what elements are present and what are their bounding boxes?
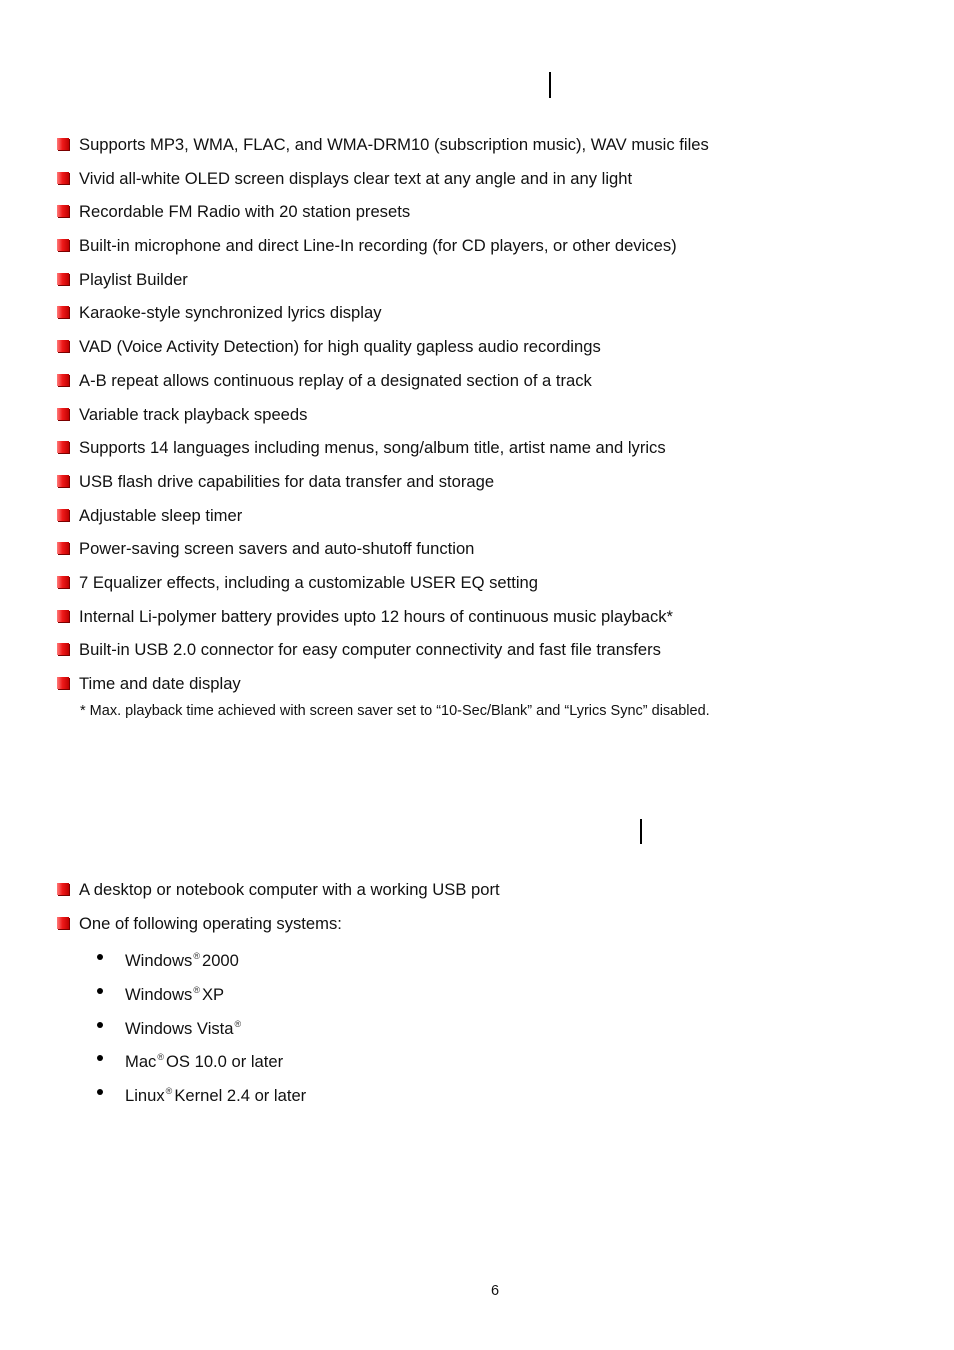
red-square-bullet-icon (57, 138, 69, 150)
list-item (57, 566, 937, 600)
red-square-bullet-icon (57, 643, 69, 655)
list-item (95, 974, 306, 1008)
registered-mark: ® (193, 984, 200, 995)
os-name: Windows Vista (125, 1018, 234, 1038)
feature-text: Karaoke-style synchronized lyrics display (79, 303, 382, 323)
requirements-list (57, 873, 937, 940)
red-square-bullet-icon (57, 917, 69, 929)
red-square-bullet-icon (57, 441, 69, 453)
list-item (57, 263, 937, 297)
feature-text: Power-saving screen savers and auto-shutoff function (79, 539, 475, 559)
red-square-bullet-icon (57, 576, 69, 588)
page-number: 6 (490, 1283, 500, 1299)
os-name: Windows (125, 951, 193, 970)
registered-mark: ® (234, 1018, 242, 1029)
round-bullet-icon (97, 1055, 103, 1061)
list-item (95, 1075, 306, 1109)
list-item (57, 296, 937, 330)
os-name: Windows (125, 984, 193, 1004)
feature-text: 7 Equalizer effects, including a customizable USER EQ setting (79, 572, 539, 592)
feature-text: Internal Li-polymer battery provides upto 12 hours of continuous music playback* (79, 606, 674, 626)
os-version: 2000 (201, 951, 239, 970)
list-item (57, 633, 937, 667)
feature-text: Adjustable sleep timer (79, 505, 243, 525)
list-item (95, 940, 306, 974)
feature-text: Supports 14 languages including menus, song/album title, artist name and lyrics (79, 438, 666, 458)
feature-text: A-B repeat allows continuous replay of a designated section of a track (79, 370, 592, 390)
list-item (95, 1041, 306, 1075)
registered-mark: ® (193, 951, 200, 961)
red-square-bullet-icon (57, 306, 69, 318)
list-item (57, 532, 937, 566)
list-item (57, 667, 937, 701)
list-item (57, 465, 937, 499)
red-square-bullet-icon (57, 273, 69, 285)
red-square-bullet-icon (57, 340, 69, 352)
list-item (57, 128, 937, 162)
os-version: XP (201, 984, 225, 1004)
os-name: Linux (125, 1086, 165, 1106)
red-square-bullet-icon (57, 172, 69, 184)
red-square-bullet-icon (57, 239, 69, 251)
red-square-bullet-icon (57, 408, 69, 420)
features-list (57, 128, 937, 701)
list-item (57, 398, 937, 432)
feature-text: VAD (Voice Activity Detection) for high quality gapless audio recordings (79, 337, 601, 357)
feature-text: Recordable FM Radio with 20 station presets (79, 202, 411, 222)
requirement-text: A desktop or notebook computer with a working USB port (79, 880, 500, 899)
list-item (57, 229, 937, 263)
round-bullet-icon (97, 954, 103, 960)
red-square-bullet-icon (57, 205, 69, 217)
battery-footnote: * Max. playback time achieved with screen saver set to “10-Sec/Blank” and “Lyrics Sync” disabled. (80, 703, 710, 719)
red-square-bullet-icon (57, 677, 69, 689)
list-item (57, 907, 937, 941)
list-item (57, 330, 937, 364)
list-item (57, 431, 937, 465)
round-bullet-icon (97, 988, 103, 994)
os-version: Kernel 2.4 or later (174, 1086, 307, 1106)
red-square-bullet-icon (57, 610, 69, 622)
red-square-bullet-icon (57, 542, 69, 554)
feature-text: Playlist Builder (79, 269, 188, 289)
list-item (57, 499, 937, 533)
feature-text: Supports MP3, WMA, FLAC, and WMA-DRM10 (subscription music), WAV music files (79, 135, 709, 154)
round-bullet-icon (97, 1089, 103, 1095)
list-item (57, 364, 937, 398)
list-item (57, 600, 937, 634)
list-item (57, 195, 937, 229)
red-square-bullet-icon (57, 883, 69, 895)
feature-text: Time and date display (79, 674, 241, 693)
feature-text: Vivid all-white OLED screen displays clear text at any angle and in any light (79, 168, 633, 188)
operating-systems-list (95, 940, 306, 1109)
feature-text: USB flash drive capabilities for data transfer and storage (79, 471, 495, 491)
feature-text: Built-in USB 2.0 connector for easy computer connectivity and fast file transfers (79, 640, 661, 660)
list-item (57, 162, 937, 196)
round-bullet-icon (97, 1022, 103, 1028)
heading-cursor-mark (640, 819, 642, 844)
list-item (95, 1008, 306, 1042)
red-square-bullet-icon (57, 374, 69, 386)
requirement-text: One of following operating systems: (79, 913, 342, 933)
feature-text: Variable track playback speeds (79, 404, 308, 424)
os-name: Mac (125, 1052, 157, 1072)
registered-mark: ® (165, 1086, 173, 1097)
os-version: OS 10.0 or later (166, 1052, 284, 1072)
list-item (57, 873, 937, 907)
red-square-bullet-icon (57, 509, 69, 521)
red-square-bullet-icon (57, 475, 69, 487)
registered-mark: ® (157, 1052, 164, 1063)
heading-cursor-mark (549, 72, 551, 98)
feature-text: Built-in microphone and direct Line-In recording (for CD players, or other devices) (79, 236, 677, 256)
